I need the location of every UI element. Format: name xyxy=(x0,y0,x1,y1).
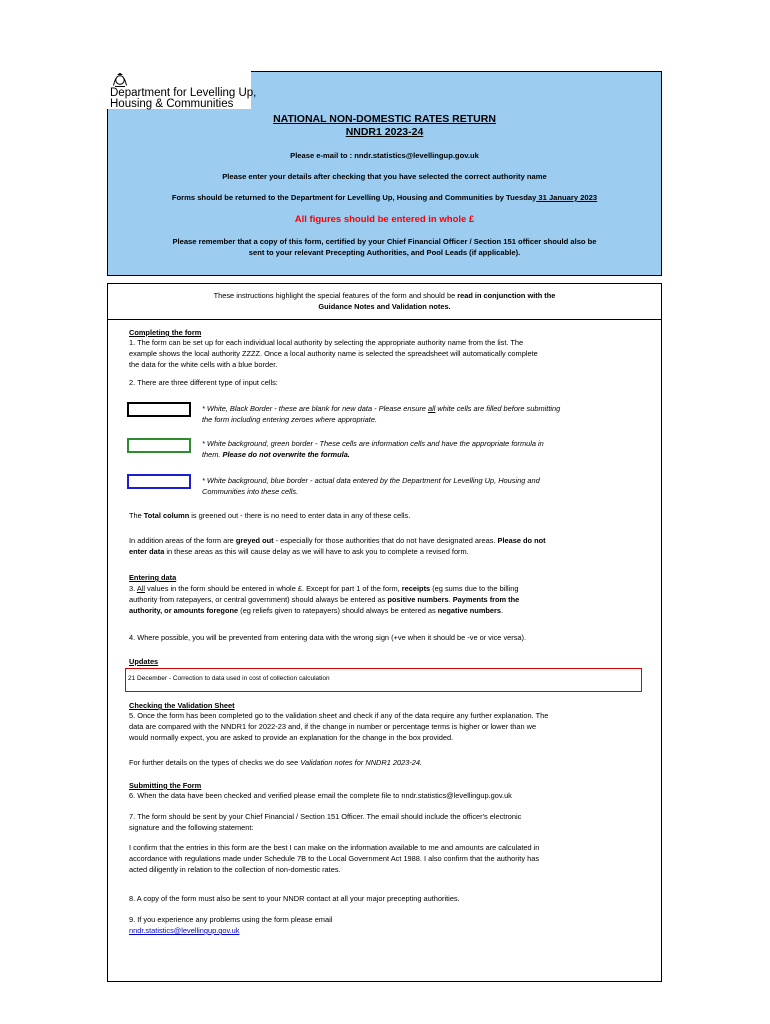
entering-num: 3. xyxy=(129,584,137,593)
cell-blue-line2: Communities into these cells. xyxy=(202,487,299,496)
updates-heading: Updates xyxy=(129,657,159,666)
deadline-instruction xyxy=(107,193,662,202)
updates-entry: 21 December - Correction to data used in cost of collection calculation xyxy=(128,675,330,682)
entering-foregone: authority, or amounts foregone xyxy=(129,606,239,615)
total-column-note xyxy=(129,511,410,522)
logo-text-line2: Housing & Communities xyxy=(110,98,234,110)
entering-payments: Payments from the xyxy=(452,595,520,604)
cell-green-line1: * White background, green border - These cells are information cells and have the appropriate formula in xyxy=(202,439,544,448)
intro-text: These instructions highlight the special features of the form and should be xyxy=(213,291,456,300)
greyed-note-line2 xyxy=(129,547,469,558)
greyed-note-line1 xyxy=(129,536,546,547)
total-text-a: The xyxy=(129,511,144,520)
cell-green-text: them. xyxy=(202,450,223,459)
submitting-p9: 9. If you experience any problems using the form please email xyxy=(129,915,333,924)
grey-bold-2: Please do not xyxy=(497,536,546,545)
total-text-b: is greened out - there is no need to enter data in any of these cells. xyxy=(189,511,411,520)
total-bold: Total column xyxy=(143,511,190,520)
validation-line2: data are compared with the NNDR1 for 2022-23 and, if the change in number or percentage terms is higher or lower than we xyxy=(129,722,537,731)
entering-negative: negative numbers xyxy=(437,606,501,615)
email-link[interactable]: nndr.statistics@levellingup.gov.uk xyxy=(129,926,240,935)
cell-white-all: all xyxy=(427,404,436,413)
confirm-line3: acted diligently in relation to the collection of non-domestic rates. xyxy=(129,865,341,874)
royal-crest-icon xyxy=(112,72,128,87)
intro-line-1 xyxy=(107,291,662,302)
validation-line1: 5. Once the form has been completed go to the validation sheet and check if any of the data require any further explanation. The xyxy=(129,711,549,720)
submitting-p6: 6. When the data have been checked and verified please email the complete file to nndr.statistics@levellingup.gov.uk xyxy=(129,791,512,800)
form-title: NATIONAL NON-DOMESTIC RATES RETURN xyxy=(273,113,496,125)
logo-text-line1: Department for Levelling Up, xyxy=(110,87,257,99)
remember-line-2: sent to your relevant Precepting Authorities, and Pool Leads (if applicable). xyxy=(248,248,521,257)
entering-text-a: values in the form should be entered in whole £. Except for part 1 of the form, xyxy=(145,584,402,593)
confirm-line2: accordance with regulations made under Schedule 7B to the Local Government Act 1988. I also confirm that the authority has xyxy=(129,854,540,863)
entering-text-e: (eg reliefs given to ratepayers) should always be entered as xyxy=(238,606,438,615)
details-instruction: Please enter your details after checking that you have selected the correct authority name xyxy=(222,172,547,181)
completing-p1-line3: the data for the white cells with a blue border. xyxy=(129,360,278,369)
entering-heading: Entering data xyxy=(129,573,177,582)
cell-blue-line1: * White background, blue border - actual data entered by the Department for Levelling Up, Housing and xyxy=(202,476,540,485)
deadline-date: 31 January 2023 xyxy=(536,193,598,202)
entering-positive: positive numbers xyxy=(387,595,449,604)
intro-line-2: Guidance Notes and Validation notes. xyxy=(318,302,451,311)
grey-bold: greyed out xyxy=(235,536,274,545)
cell-white-text-2: white cells are filled before submitting xyxy=(435,404,561,413)
completing-p1-line1: 1. The form can be set up for each individual local authority by selecting the appropriate authority name from the list. The xyxy=(129,338,524,347)
intro-bold: read in conjunction with the xyxy=(455,291,556,300)
entering-text-c: authority from ratepayers, or central government) should always be entered as xyxy=(129,595,388,604)
cell-white-text: * White, Black Border - these are blank for new data - Please ensure xyxy=(202,404,428,413)
entering-receipts: receipts xyxy=(401,584,431,593)
cell-green-line2 xyxy=(202,450,350,461)
validation-further xyxy=(129,758,422,769)
form-subtitle: NNDR1 2023-24 xyxy=(345,126,424,138)
submitting-p8: 8. A copy of the form must also be sent to your NNDR contact at all your major precepting authorities. xyxy=(129,894,460,903)
validation-heading: Checking the Validation Sheet xyxy=(129,701,235,710)
grey-bold-3: enter data xyxy=(129,547,165,556)
validation-line3: would normally expect, you are asked to provide an explanation for the change in the box provided. xyxy=(129,733,454,742)
further-italic: Validation notes for NNDR1 2023-24. xyxy=(300,758,423,767)
cell-green-warning: Please do not overwrite the formula. xyxy=(222,450,350,459)
entering-all: All xyxy=(136,584,146,593)
email-instruction: Please e-mail to : nndr.statistics@levellingup.gov.uk xyxy=(290,151,479,160)
completing-p2: 2. There are three different type of input cells: xyxy=(129,378,278,387)
entering-line1 xyxy=(129,584,518,595)
grey-text-a: In addition areas of the form are xyxy=(129,536,236,545)
entering-line3 xyxy=(129,606,503,617)
deadline-text: Forms should be returned to the Department for Levelling Up, Housing and Communities by Tuesday xyxy=(171,193,537,202)
department-logo xyxy=(107,71,257,110)
entering-p4: 4. Where possible, you will be prevented from entering data with the wrong sign (+ve when it should be -ve or vice versa). xyxy=(129,633,527,642)
cell-white-line2: the form including entering zeroes where appropriate. xyxy=(202,415,378,424)
sample-cell-blue-border xyxy=(127,474,191,489)
entering-text-b: (eg sums due to the billing xyxy=(430,584,519,593)
confirm-line1: I confirm that the entries in this form are the best I can make on the information available to me and amounts are calculated in xyxy=(129,843,540,852)
remember-line-1: Please remember that a copy of this form, certified by your Chief Financial Officer / Section 151 officer should also be xyxy=(172,237,597,246)
intro-divider xyxy=(107,319,662,320)
submitting-heading: Submitting the Form xyxy=(129,781,202,790)
completing-heading: Completing the form xyxy=(129,328,202,337)
whole-pound-warning: All figures should be entered in whole £ xyxy=(294,214,475,225)
entering-text-f: . xyxy=(501,606,504,615)
entering-line2 xyxy=(129,595,519,606)
cell-white-line1 xyxy=(202,404,560,415)
sample-cell-black-border xyxy=(127,402,191,417)
grey-text-c: in these areas as this will cause delay as we will have to ask you to complete a revised form. xyxy=(164,547,469,556)
entering-text-d: . xyxy=(448,595,453,604)
further-text: For further details on the types of checks we do see xyxy=(129,758,301,767)
completing-p1-line2: example shows the local authority ZZZZ. Once a local authority name is selected the spreadsheet will automatically complete xyxy=(129,349,538,358)
submitting-p7-line2: signature and the following statement: xyxy=(129,823,254,832)
submitting-p7-line1: 7. The form should be sent by your Chief Financial / Section 151 Officer. The email should include the officer's electronic xyxy=(129,812,522,821)
grey-text-b: - especially for those authorities that do not have designated areas. xyxy=(273,536,498,545)
sample-cell-green-border xyxy=(127,438,191,453)
